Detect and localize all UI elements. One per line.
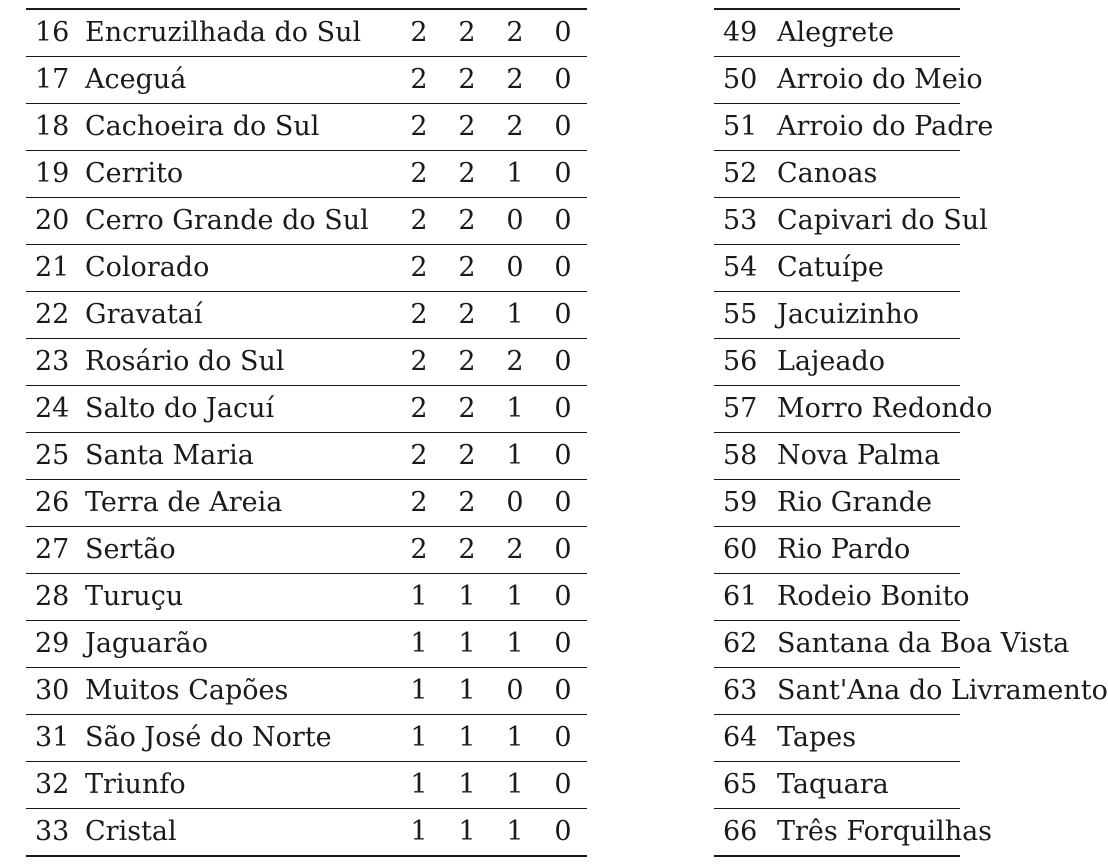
value-cell: 1 [443, 668, 491, 715]
row-number-cell: 18 [26, 104, 85, 151]
table-row [26, 715, 587, 762]
municipality-name-cell: Cristal [85, 809, 395, 857]
municipality-name-cell: Catuípe [777, 245, 960, 292]
municipality-name-cell: Taquara [777, 762, 960, 809]
row-number-cell: 31 [26, 715, 85, 762]
value-cell: 2 [395, 527, 443, 574]
table-row [26, 198, 587, 245]
municipality-name-cell: Cachoeira do Sul [85, 104, 395, 151]
municipality-name-cell: Cerro Grande do Sul [85, 198, 395, 245]
value-cell: 2 [443, 9, 491, 57]
table-row [714, 151, 960, 198]
value-cell: 0 [539, 9, 587, 57]
table-row [714, 245, 960, 292]
municipality-name-cell: São José do Norte [85, 715, 395, 762]
value-cell: 2 [491, 339, 539, 386]
row-number-cell: 32 [26, 762, 85, 809]
table-row [26, 809, 587, 857]
table-body [714, 9, 1108, 856]
value-cell: 0 [539, 527, 587, 574]
value-cell: 1 [443, 574, 491, 621]
value-cell: 2 [395, 198, 443, 245]
row-number-cell: 19 [26, 151, 85, 198]
value-cell: 2 [443, 339, 491, 386]
municipality-name-cell: Santana da Boa Vista [777, 621, 960, 668]
value-cell: 2 [395, 339, 443, 386]
row-number-cell: 22 [26, 292, 85, 339]
municipality-name-cell: Cerrito [85, 151, 395, 198]
table-row [26, 104, 587, 151]
row-number-cell: 52 [714, 151, 777, 198]
municipality-name-cell: Alegrete [777, 9, 960, 57]
value-cell: 2 [443, 151, 491, 198]
table-row [26, 339, 587, 386]
row-number-cell: 17 [26, 57, 85, 104]
table-row [26, 57, 587, 104]
value-cell: 1 [395, 809, 443, 857]
municipality-name-cell: Sertão [85, 527, 395, 574]
row-number-cell: 16 [26, 9, 85, 57]
value-cell: 2 [491, 57, 539, 104]
row-number-cell: 27 [26, 527, 85, 574]
municipality-name-cell: Arroio do Meio [777, 57, 960, 104]
value-cell: 0 [539, 151, 587, 198]
value-cell: 0 [539, 574, 587, 621]
value-cell: 1 [443, 715, 491, 762]
row-number-cell: 56 [714, 339, 777, 386]
row-number-cell: 30 [26, 668, 85, 715]
table-row [26, 480, 587, 527]
table-row [714, 574, 960, 621]
table-row [714, 527, 960, 574]
table-row [714, 198, 960, 245]
municipality-name-cell: Gravataí [85, 292, 395, 339]
value-cell: 1 [491, 386, 539, 433]
municipality-name-cell: Turuçu [85, 574, 395, 621]
value-cell: 1 [491, 762, 539, 809]
value-cell: 2 [395, 151, 443, 198]
table-row [26, 245, 587, 292]
value-cell: 1 [491, 621, 539, 668]
table-row [714, 762, 960, 809]
row-number-cell: 59 [714, 480, 777, 527]
value-cell: 1 [491, 715, 539, 762]
value-cell: 2 [443, 198, 491, 245]
value-cell: 2 [395, 386, 443, 433]
value-cell: 0 [491, 480, 539, 527]
municipality-name-cell: Sant'Ana do Livramento [777, 668, 960, 715]
municipality-name-cell: Três Forquilhas [777, 809, 960, 857]
value-cell: 0 [539, 621, 587, 668]
table-row [714, 809, 960, 857]
municipality-table-right [714, 8, 1108, 857]
row-number-cell: 64 [714, 715, 777, 762]
table-row [714, 621, 960, 668]
value-cell: 0 [539, 57, 587, 104]
row-number-cell: 33 [26, 809, 85, 857]
municipality-name-cell: Capivari do Sul [777, 198, 960, 245]
value-cell: 0 [491, 245, 539, 292]
value-cell: 0 [539, 715, 587, 762]
value-cell: 2 [395, 292, 443, 339]
table-row [26, 574, 587, 621]
table-row [714, 386, 960, 433]
value-cell: 1 [443, 621, 491, 668]
municipality-name-cell: Canoas [777, 151, 960, 198]
value-cell: 2 [491, 104, 539, 151]
row-number-cell: 60 [714, 527, 777, 574]
table-row [714, 715, 960, 762]
municipality-name-cell: Nova Palma [777, 433, 960, 480]
value-cell: 1 [443, 762, 491, 809]
value-cell: 2 [443, 245, 491, 292]
value-cell: 2 [395, 9, 443, 57]
value-cell: 1 [395, 762, 443, 809]
table-row [714, 668, 960, 715]
table-row [714, 433, 960, 480]
municipality-name-cell: Rodeio Bonito [777, 574, 960, 621]
value-cell: 0 [491, 668, 539, 715]
table-row [26, 621, 587, 668]
table-body [26, 9, 587, 856]
row-number-cell: 65 [714, 762, 777, 809]
municipality-name-cell: Colorado [85, 245, 395, 292]
municipality-table-left [26, 8, 587, 857]
municipality-name-cell: Jacuizinho [777, 292, 960, 339]
table-row [26, 668, 587, 715]
table-row [26, 433, 587, 480]
value-cell: 2 [443, 386, 491, 433]
municipality-name-cell: Arroio do Padre [777, 104, 960, 151]
row-number-cell: 28 [26, 574, 85, 621]
value-cell: 0 [539, 809, 587, 857]
value-cell: 1 [443, 809, 491, 857]
row-number-cell: 50 [714, 57, 777, 104]
row-number-cell: 61 [714, 574, 777, 621]
table-row [714, 480, 960, 527]
row-number-cell: 54 [714, 245, 777, 292]
value-cell: 1 [395, 574, 443, 621]
municipality-name-cell: Triunfo [85, 762, 395, 809]
value-cell: 1 [395, 715, 443, 762]
value-cell: 0 [539, 104, 587, 151]
row-number-cell: 23 [26, 339, 85, 386]
row-number-cell: 66 [714, 809, 777, 857]
value-cell: 0 [539, 386, 587, 433]
row-number-cell: 57 [714, 386, 777, 433]
value-cell: 0 [539, 433, 587, 480]
table-row [26, 9, 587, 57]
table-row [26, 292, 587, 339]
value-cell: 1 [491, 809, 539, 857]
row-number-cell: 62 [714, 621, 777, 668]
row-number-cell: 51 [714, 104, 777, 151]
row-number-cell: 26 [26, 480, 85, 527]
row-number-cell: 63 [714, 668, 777, 715]
value-cell: 2 [443, 57, 491, 104]
municipality-name-cell: Aceguá [85, 57, 395, 104]
row-number-cell: 58 [714, 433, 777, 480]
row-number-cell: 25 [26, 433, 85, 480]
value-cell: 1 [491, 574, 539, 621]
value-cell: 2 [443, 480, 491, 527]
value-cell: 0 [539, 480, 587, 527]
value-cell: 2 [491, 527, 539, 574]
value-cell: 0 [539, 668, 587, 715]
table-row [26, 762, 587, 809]
municipality-name-cell: Salto do Jacuí [85, 386, 395, 433]
value-cell: 1 [395, 621, 443, 668]
municipality-name-cell: Jaguarão [85, 621, 395, 668]
municipality-name-cell: Rosário do Sul [85, 339, 395, 386]
value-cell: 1 [491, 151, 539, 198]
municipality-name-cell: Rio Grande [777, 480, 960, 527]
municipality-name-cell: Muitos Capões [85, 668, 395, 715]
value-cell: 0 [491, 198, 539, 245]
municipality-name-cell: Terra de Areia [85, 480, 395, 527]
municipality-name-cell: Morro Redondo [777, 386, 960, 433]
value-cell: 2 [395, 57, 443, 104]
value-cell: 2 [491, 9, 539, 57]
table-row [26, 386, 587, 433]
table-row [714, 57, 960, 104]
table-row [714, 9, 960, 57]
value-cell: 2 [395, 245, 443, 292]
row-number-cell: 24 [26, 386, 85, 433]
value-cell: 2 [443, 104, 491, 151]
value-cell: 0 [539, 339, 587, 386]
value-cell: 1 [395, 668, 443, 715]
municipality-name-cell: Rio Pardo [777, 527, 960, 574]
value-cell: 0 [539, 762, 587, 809]
row-number-cell: 49 [714, 9, 777, 57]
table-row [714, 104, 960, 151]
table-row [714, 292, 960, 339]
value-cell: 1 [491, 433, 539, 480]
value-cell: 2 [443, 292, 491, 339]
value-cell: 2 [443, 527, 491, 574]
municipality-name-cell: Encruzilhada do Sul [85, 9, 395, 57]
row-number-cell: 29 [26, 621, 85, 668]
value-cell: 0 [539, 245, 587, 292]
row-number-cell: 20 [26, 198, 85, 245]
municipality-name-cell: Tapes [777, 715, 960, 762]
municipality-name-cell: Lajeado [777, 339, 960, 386]
value-cell: 2 [395, 480, 443, 527]
value-cell: 1 [491, 292, 539, 339]
value-cell: 2 [395, 433, 443, 480]
municipality-name-cell: Santa Maria [85, 433, 395, 480]
table-row [26, 527, 587, 574]
table-row [26, 151, 587, 198]
value-cell: 2 [443, 433, 491, 480]
row-number-cell: 55 [714, 292, 777, 339]
table-row [714, 339, 960, 386]
row-number-cell: 53 [714, 198, 777, 245]
value-cell: 2 [395, 104, 443, 151]
right-table-viewport [714, 0, 1108, 866]
value-cell: 0 [539, 292, 587, 339]
row-number-cell: 21 [26, 245, 85, 292]
value-cell: 0 [539, 198, 587, 245]
